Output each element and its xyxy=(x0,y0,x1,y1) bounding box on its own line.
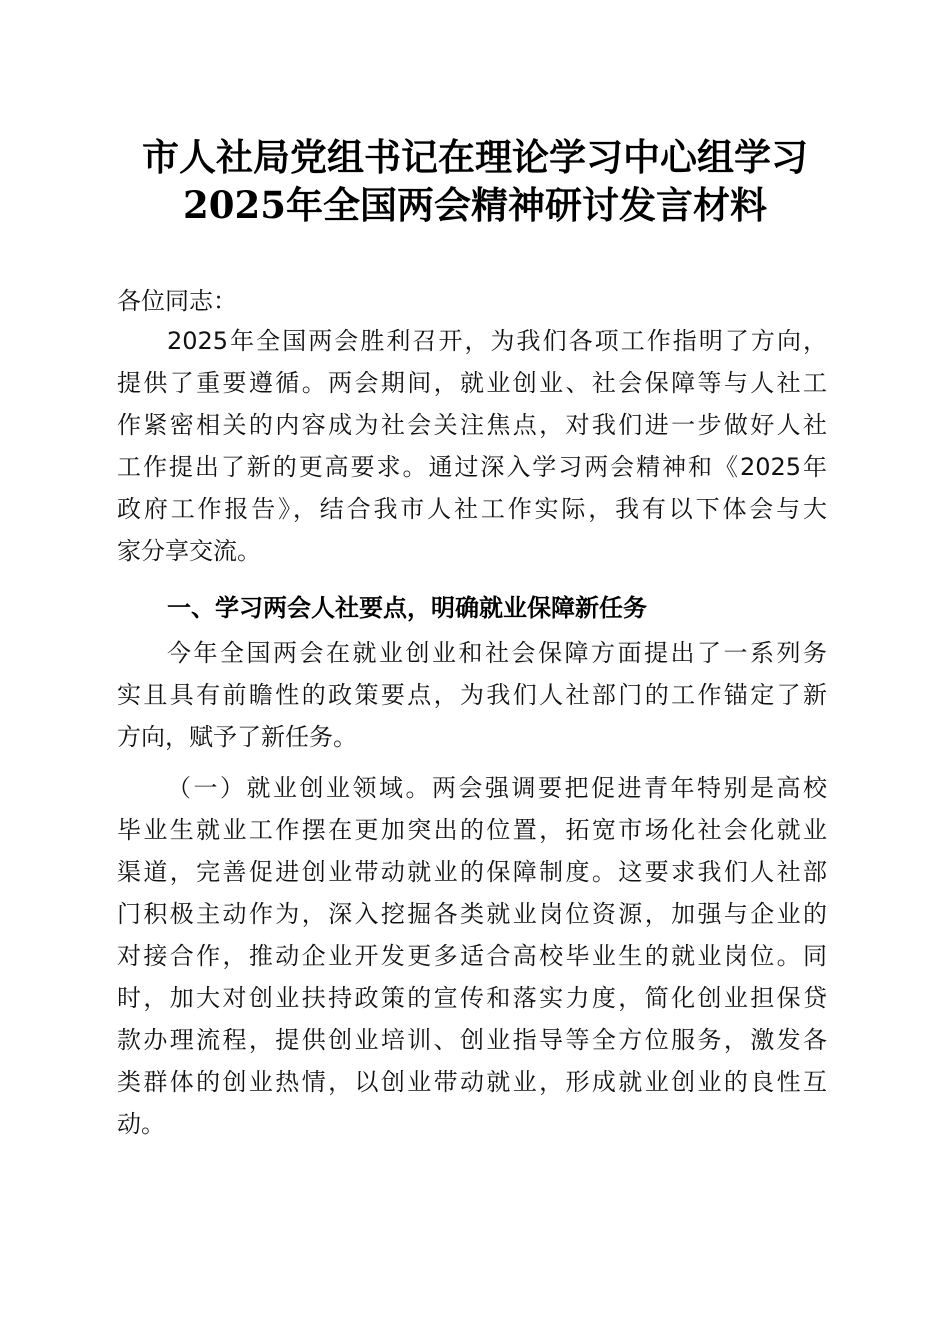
paragraph-line: 动。 xyxy=(117,1110,165,1138)
paragraph-line: 渠道，完善促进创业带动就业的保障制度。这要求我们人社部 xyxy=(117,858,827,886)
paragraph-line: 工作提出了新的更高要求。通过深入学习两会精神和《2025年 xyxy=(117,453,827,481)
paragraph-section-1-intro xyxy=(117,632,827,762)
paragraph-line: 类群体的创业热情，以创业带动就业，形成就业创业的良性互 xyxy=(117,1068,827,1096)
paragraph-employment xyxy=(117,767,827,1167)
paragraph-line: 方向，赋予了新任务。 xyxy=(117,723,357,751)
paragraph-line: 对接合作，推动企业开发更多适合高校毕业生的就业岗位。同 xyxy=(117,942,827,970)
paragraph-line: 毕业生就业工作摆在更加突出的位置，拓宽市场化社会化就业 xyxy=(117,816,827,844)
paragraph-intro xyxy=(117,320,827,586)
document-title-line-1: 市人社局党组书记在理论学习中心组学习 xyxy=(142,135,808,179)
paragraph-line: 今年全国两会在就业创业和社会保障方面提出了一系列务 xyxy=(167,639,827,667)
paragraph-line: 提供了重要遵循。两会期间，就业创业、社会保障等与人社工 xyxy=(117,369,827,397)
paragraph-line: 实且具有前瞻性的政策要点，为我们人社部门的工作锚定了新 xyxy=(117,681,827,709)
paragraph-line: （一）就业创业领域。两会强调要把促进青年特别是高校 xyxy=(167,774,827,802)
paragraph-line: 家分享交流。 xyxy=(117,537,261,565)
paragraph-line: 门积极主动作为，深入挖掘各类就业岗位资源，加强与企业的 xyxy=(117,900,827,928)
paragraph-line: 2025年全国两会胜利召开，为我们各项工作指明了方向， xyxy=(167,327,827,355)
paragraph-line: 时，加大对创业扶持政策的宣传和落实力度，简化创业担保贷 xyxy=(117,984,827,1012)
paragraph-line: 政府工作报告》，结合我市人社工作实际，我有以下体会与大 xyxy=(117,495,827,523)
paragraph-line: 作紧密相关的内容成为社会关注焦点，对我们进一步做好人社 xyxy=(117,411,827,439)
salutation: 各位同志： xyxy=(117,287,237,315)
section-heading-1: 一、学习两会人社要点，明确就业保障新任务 xyxy=(167,594,647,622)
paragraph-line: 款办理流程，提供创业培训、创业指导等全方位服务，激发各 xyxy=(117,1026,827,1054)
document-title-line-2: 2025年全国两会精神研讨发言材料 xyxy=(183,183,767,227)
